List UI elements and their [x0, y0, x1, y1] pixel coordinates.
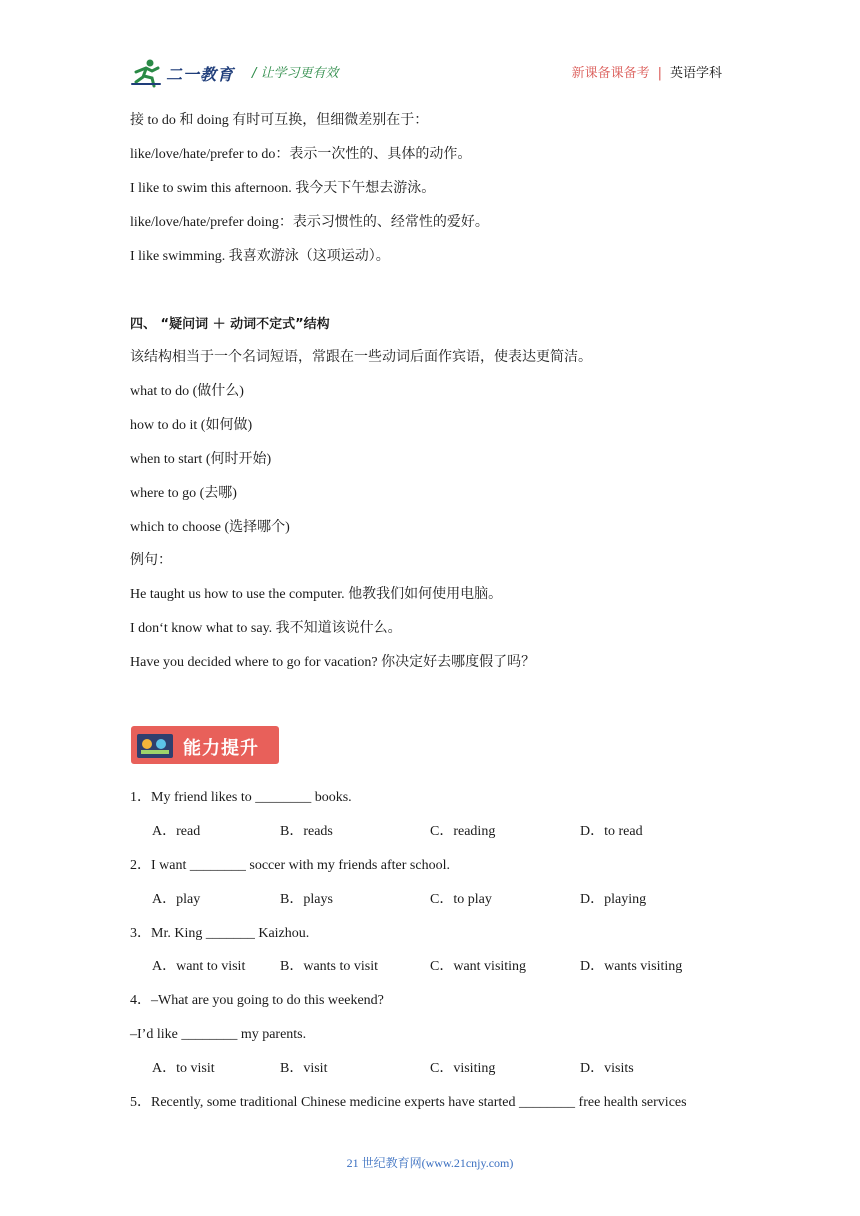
option-d[interactable]: D．visits	[580, 1061, 634, 1076]
header-subject-label: 英语学科	[669, 66, 722, 81]
option-b[interactable]: B．reads	[280, 824, 333, 839]
logo	[130, 58, 238, 88]
banner-label: 能力提升	[183, 738, 259, 759]
ability-banner	[131, 726, 279, 764]
option-c[interactable]: C．want visiting	[430, 959, 527, 974]
header-subject	[572, 62, 722, 81]
section-line: how to do it (如何做)	[130, 418, 253, 433]
option-a[interactable]: A．want to visit	[152, 959, 246, 974]
classroom-icon	[137, 734, 173, 758]
intro-line: like/love/hate/prefer doing：表示习惯性的、经常性的爱好。	[130, 215, 489, 230]
section-line: which to choose (选择哪个)	[130, 520, 290, 535]
section-title: 四、 “疑问词 ＋ 动词不定式”结构	[130, 317, 330, 332]
option-a[interactable]: A．play	[152, 892, 201, 907]
logo-text: 二一教育	[166, 65, 235, 84]
section-line: what to do (做什么)	[130, 384, 244, 399]
example-sentence: Have you decided where to go for vacation? 你决定好去哪度假了吗？	[130, 655, 536, 670]
question-stem: 1．My friend likes to ________ books.	[130, 790, 352, 805]
section-line: when to start (何时开始)	[130, 452, 272, 467]
intro-line: like/love/hate/prefer to do：表示一次性的、具体的动作。	[130, 147, 472, 162]
section-line: 例句：	[130, 553, 172, 568]
runner-logo-icon	[130, 58, 164, 88]
option-a[interactable]: A．read	[152, 824, 201, 839]
page-footer: 21 世纪教育网(www.21cnjy.com)	[346, 1156, 514, 1170]
intro-line: 接 to do 和 doing 有时可互换，但细微差别在于：	[130, 113, 429, 128]
option-b[interactable]: B．wants to visit	[280, 959, 379, 974]
intro-line: I like swimming. 我喜欢游泳（这项运动）。	[130, 249, 390, 264]
slogan: / 让学习更有效	[252, 66, 339, 81]
section-line: where to go (去哪)	[130, 486, 237, 501]
option-d[interactable]: D．to read	[580, 824, 643, 839]
section-line: 该结构相当于一个名词短语，常跟在一些动词后面作宾语，使表达更简洁。	[130, 350, 592, 365]
header-separator: |	[657, 66, 662, 81]
option-c[interactable]: C．to play	[430, 892, 492, 907]
option-c[interactable]: C．visiting	[430, 1061, 496, 1076]
option-d[interactable]: D．playing	[580, 892, 647, 907]
option-d[interactable]: D．wants visiting	[580, 959, 683, 974]
example-sentence: I don‘t know what to say. 我不知道该说什么。	[130, 621, 402, 636]
option-a[interactable]: A．to visit	[152, 1061, 215, 1076]
option-c[interactable]: C．reading	[430, 824, 496, 839]
page-header	[130, 58, 730, 88]
question-stem: 4．–What are you going to do this weekend?	[130, 993, 384, 1008]
question-stem-reply: –I’d like ________ my parents.	[130, 1027, 307, 1042]
option-b[interactable]: B．plays	[280, 892, 333, 907]
question-stem: 2．I want ________ soccer with my friends after school.	[130, 858, 450, 873]
option-b[interactable]: B．visit	[280, 1061, 328, 1076]
header-category: 新课备课备考	[571, 66, 650, 81]
intro-line: I like to swim this afternoon. 我今天下午想去游泳。	[130, 181, 436, 196]
question-stem: 3．Mr. King _______ Kaizhou.	[130, 926, 310, 941]
example-sentence: He taught us how to use the computer. 他教我们如何使用电脑。	[130, 587, 503, 602]
question-stem: 5．Recently, some traditional Chinese medicine experts have started ________ free health services	[130, 1095, 687, 1110]
